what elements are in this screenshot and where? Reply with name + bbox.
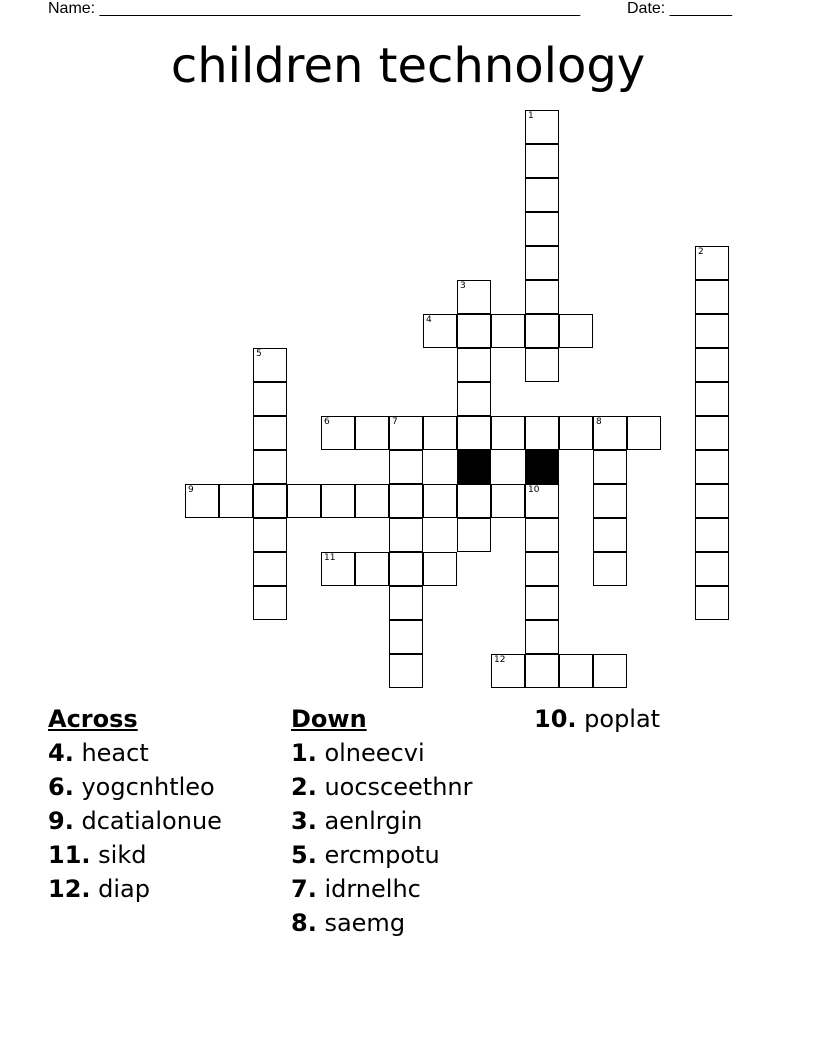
clue-item-number: 3.	[291, 807, 317, 835]
grid-cell[interactable]	[593, 416, 627, 450]
grid-cell[interactable]	[321, 552, 355, 586]
name-field-label: Name: ______________________________________________________	[48, 0, 581, 17]
grid-cell[interactable]	[253, 552, 287, 586]
clue-number: 10	[528, 485, 540, 495]
grid-cell[interactable]	[321, 484, 355, 518]
clue-item-number: 10.	[534, 705, 577, 733]
clue-number: 2	[698, 247, 704, 257]
clue-number: 5	[256, 349, 262, 359]
grid-cell[interactable]	[695, 450, 729, 484]
across-clues	[48, 702, 222, 906]
grid-cell[interactable]	[253, 484, 287, 518]
clue-item-number: 2.	[291, 773, 317, 801]
clue-item-text: aenlrgin	[316, 807, 423, 835]
grid-cell[interactable]	[491, 484, 525, 518]
clue-item	[291, 736, 472, 770]
grid-cell[interactable]	[389, 518, 423, 552]
grid-cell[interactable]	[389, 450, 423, 484]
grid-cell[interactable]	[185, 484, 219, 518]
grid-cell[interactable]	[389, 484, 423, 518]
clue-item	[48, 838, 222, 872]
grid-cell[interactable]	[389, 552, 423, 586]
grid-cell[interactable]	[593, 518, 627, 552]
grid-cell[interactable]	[695, 280, 729, 314]
clue-item-number: 9.	[48, 807, 74, 835]
grid-cell[interactable]	[253, 348, 287, 382]
clue-item	[291, 770, 472, 804]
date-field-label: Date: _______	[627, 0, 732, 17]
grid-cell[interactable]	[695, 314, 729, 348]
grid-cell[interactable]	[423, 314, 457, 348]
grid-cell[interactable]	[593, 450, 627, 484]
grid-cell[interactable]	[457, 416, 491, 450]
grid-cell[interactable]	[389, 416, 423, 450]
grid-cell[interactable]	[457, 314, 491, 348]
grid-cell[interactable]	[389, 654, 423, 688]
clue-item-text: poplat	[576, 705, 661, 733]
clue-item-text: uocsceethnr	[316, 773, 473, 801]
grid-cell[interactable]	[525, 110, 559, 144]
clue-number: 3	[460, 281, 466, 291]
grid-cell[interactable]	[525, 552, 559, 586]
grid-cell[interactable]	[695, 552, 729, 586]
grid-cell[interactable]	[695, 416, 729, 450]
grid-cell[interactable]	[695, 246, 729, 280]
clue-number: 11	[324, 553, 336, 563]
clue-item-text: sikd	[90, 841, 147, 869]
grid-cell[interactable]	[219, 484, 253, 518]
grid-cell[interactable]	[525, 620, 559, 654]
clue-item-text: dcatialonue	[73, 807, 222, 835]
clue-item-text: yogcnhtleo	[73, 773, 215, 801]
clue-item	[48, 770, 222, 804]
grid-cell[interactable]	[355, 484, 389, 518]
clue-item	[48, 872, 222, 906]
grid-cell[interactable]	[389, 586, 423, 620]
clue-number: 1	[528, 111, 534, 121]
grid-cell[interactable]	[525, 280, 559, 314]
grid-cell[interactable]	[593, 552, 627, 586]
grid-cell[interactable]	[423, 416, 457, 450]
grid-cell[interactable]	[423, 484, 457, 518]
grid-cell[interactable]	[525, 416, 559, 450]
clue-item-text: ercmpotu	[316, 841, 440, 869]
grid-cell[interactable]	[559, 654, 593, 688]
grid-cell[interactable]	[559, 314, 593, 348]
grid-cell[interactable]	[253, 518, 287, 552]
grid-cell[interactable]	[559, 416, 593, 450]
clue-item	[48, 804, 222, 838]
grid-cell[interactable]	[457, 280, 491, 314]
grid-cell[interactable]	[593, 654, 627, 688]
grid-cell[interactable]	[525, 212, 559, 246]
clue-item	[291, 804, 472, 838]
grid-cell[interactable]	[457, 382, 491, 416]
black-cell	[525, 450, 559, 484]
grid-cell[interactable]	[321, 416, 355, 450]
grid-cell[interactable]	[491, 416, 525, 450]
grid-cell[interactable]	[525, 178, 559, 212]
clue-item-number: 8.	[291, 909, 317, 937]
grid-cell[interactable]	[525, 518, 559, 552]
black-cell	[457, 450, 491, 484]
grid-cell[interactable]	[525, 484, 559, 518]
clue-item-text: saemg	[316, 909, 406, 937]
clue-item-number: 1.	[291, 739, 317, 767]
clue-number: 12	[494, 655, 506, 665]
down-clues-continued	[534, 702, 660, 736]
clue-item-number: 4.	[48, 739, 74, 767]
grid-cell[interactable]	[695, 382, 729, 416]
grid-cell[interactable]	[593, 484, 627, 518]
grid-cell[interactable]	[253, 450, 287, 484]
grid-cell[interactable]	[695, 484, 729, 518]
down-heading: Down	[291, 705, 367, 733]
clue-item-number: 7.	[291, 875, 317, 903]
clue-item-number: 12.	[48, 875, 91, 903]
clue-item-number: 5.	[291, 841, 317, 869]
clue-item	[534, 702, 660, 736]
clue-item-number: 11.	[48, 841, 91, 869]
grid-cell[interactable]	[525, 654, 559, 688]
grid-cell[interactable]	[389, 620, 423, 654]
grid-cell[interactable]	[287, 484, 321, 518]
clue-item-number: 6.	[48, 773, 74, 801]
grid-cell[interactable]	[695, 348, 729, 382]
grid-cell[interactable]	[695, 586, 729, 620]
down-clues	[291, 702, 472, 940]
clue-item-text: diap	[90, 875, 150, 903]
clue-item	[291, 838, 472, 872]
grid-cell[interactable]	[695, 518, 729, 552]
grid-cell[interactable]	[627, 416, 661, 450]
clue-item-text: heact	[73, 739, 149, 767]
clue-item	[291, 872, 472, 906]
grid-cell[interactable]	[525, 348, 559, 382]
grid-cell[interactable]	[355, 552, 389, 586]
grid-cell[interactable]	[525, 586, 559, 620]
grid-cell[interactable]	[525, 246, 559, 280]
clue-item-text: idrnelhc	[316, 875, 421, 903]
grid-cell[interactable]	[525, 144, 559, 178]
clue-item	[291, 906, 472, 940]
clue-number: 7	[392, 417, 398, 427]
grid-cell[interactable]	[525, 314, 559, 348]
grid-cell[interactable]	[457, 348, 491, 382]
grid-cell[interactable]	[253, 586, 287, 620]
grid-cell[interactable]	[491, 314, 525, 348]
clue-number: 4	[426, 315, 432, 325]
grid-cell[interactable]	[491, 654, 525, 688]
grid-cell[interactable]	[253, 416, 287, 450]
grid-cell[interactable]	[355, 416, 389, 450]
clue-item	[48, 736, 222, 770]
grid-cell[interactable]	[457, 484, 491, 518]
clue-number: 8	[596, 417, 602, 427]
across-heading: Across	[48, 705, 138, 733]
clue-item-text: olneecvi	[316, 739, 425, 767]
clue-number: 6	[324, 417, 330, 427]
clue-number: 9	[188, 485, 194, 495]
grid-cell[interactable]	[253, 382, 287, 416]
grid-cell[interactable]	[457, 518, 491, 552]
puzzle-title: children technology	[170, 38, 646, 94]
grid-cell[interactable]	[423, 552, 457, 586]
